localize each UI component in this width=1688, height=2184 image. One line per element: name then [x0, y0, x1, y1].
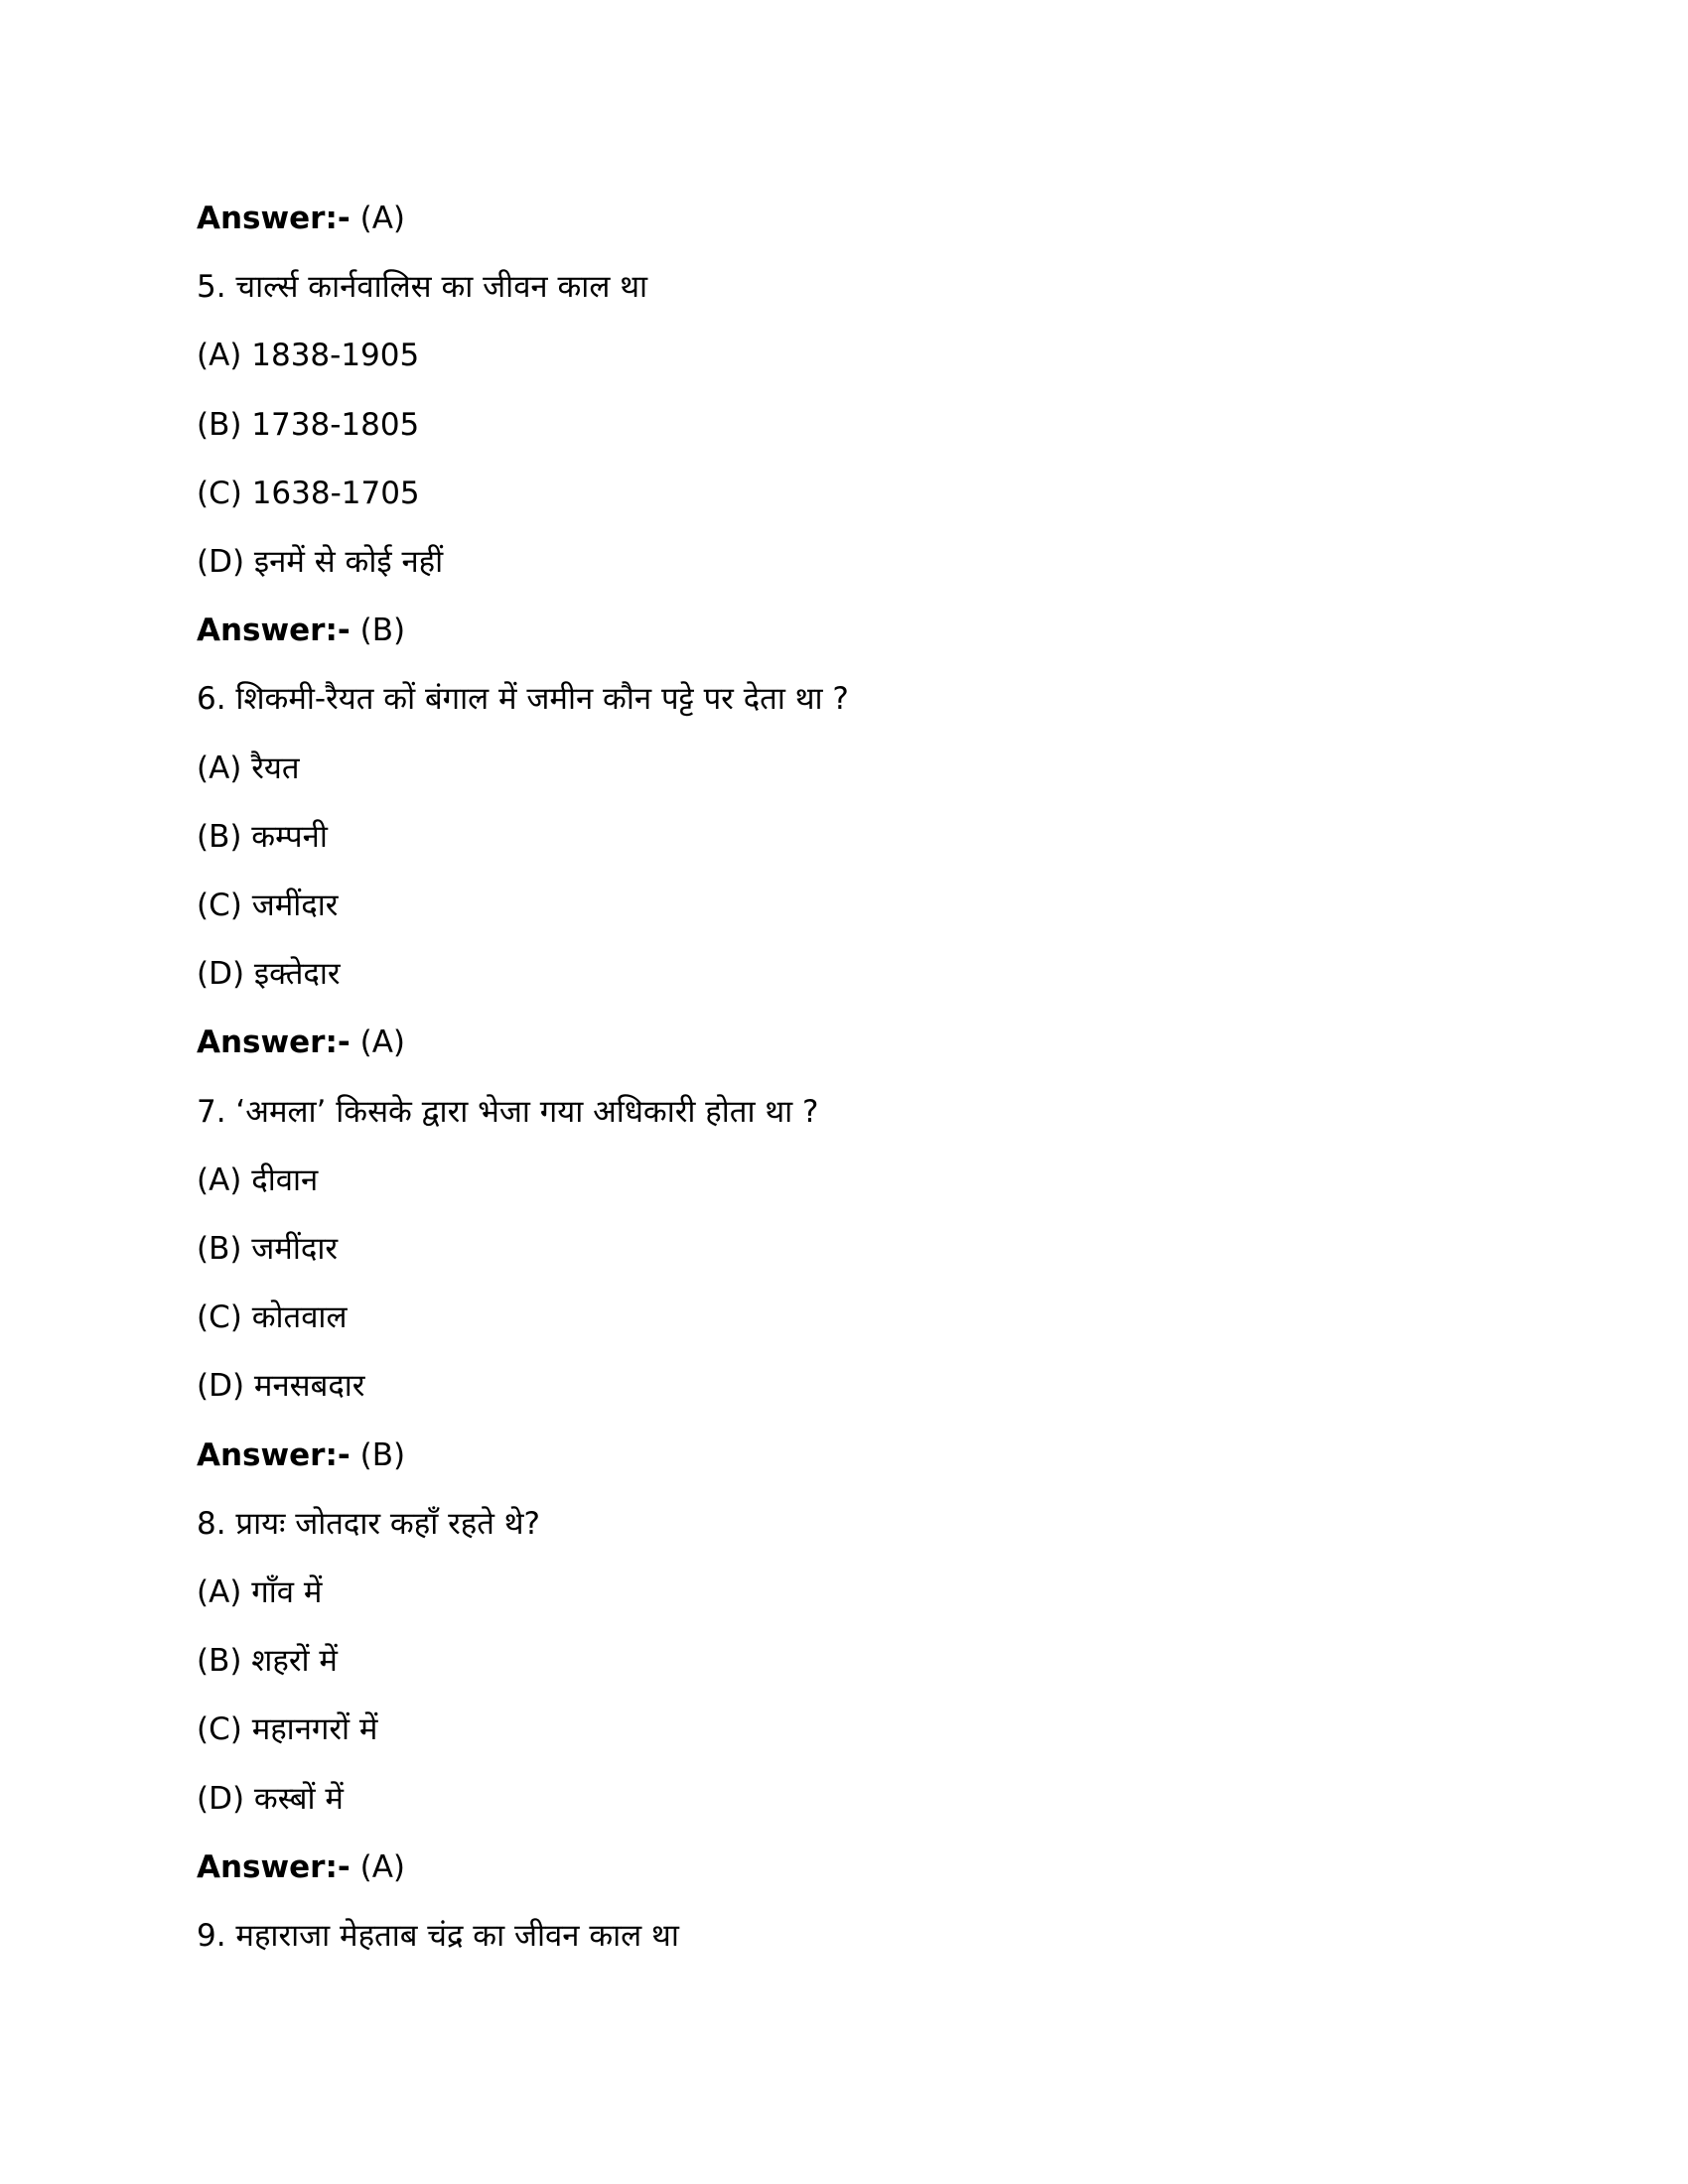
answer-label: Answer:- [197, 1024, 351, 1060]
option-text: (B) शहरों में [197, 1643, 338, 1679]
answer-line [197, 1021, 405, 1064]
question-text: 5. चार्ल्स कार्नवालिस का जीवन काल था [197, 269, 648, 305]
option-text: (A) 1838-1905 [197, 338, 420, 373]
option-text: (D) इनमें से कोई नहीं [197, 544, 444, 580]
answer-label: Answer:- [197, 1849, 351, 1885]
option-text: (C) जमींदार [197, 887, 339, 923]
option-text: (C) 1638-1705 [197, 476, 420, 511]
answer-line [197, 609, 405, 652]
option-text: (A) गाँव में [197, 1574, 323, 1610]
option-text: (D) कस्बों में [197, 1781, 344, 1817]
answer-value: (A) [359, 201, 405, 236]
option-text: (B) कम्पनी [197, 819, 328, 855]
option-text: (C) महानगरों में [197, 1711, 378, 1747]
option-text: (D) मनसबदार [197, 1368, 365, 1404]
answer-value: (B) [359, 1437, 406, 1473]
question-text: 9. महाराजा मेहताब चंद्र का जीवन काल था [197, 1918, 679, 1954]
answer-value: (A) [359, 1849, 405, 1885]
answer-label: Answer:- [197, 1437, 351, 1473]
option-text: (A) रैयत [197, 751, 300, 786]
option-text: (B) 1738-1805 [197, 407, 420, 443]
option-text: (D) इक्तेदार [197, 956, 341, 992]
option-text: (A) दीवान [197, 1162, 319, 1198]
option-text: (C) कोतवाल [197, 1299, 348, 1335]
answer-line [197, 197, 405, 240]
answer-value: (A) [359, 1024, 405, 1060]
answer-line [197, 1433, 405, 1477]
answer-line [197, 1845, 405, 1889]
question-text: 6. शिकमी-रैयत कों बंगाल में जमीन कौन पट्टे पर देता था ? [197, 681, 849, 717]
question-text: 7. ‘अमला’ किसके द्वारा भेजा गया अधिकारी होता था ? [197, 1094, 819, 1130]
option-text: (B) जमींदार [197, 1231, 339, 1267]
question-text: 8. प्रायः जोतदार कहाँ रहते थे? [197, 1506, 540, 1542]
answer-label: Answer:- [197, 201, 351, 236]
answer-value: (B) [359, 613, 406, 648]
answer-label: Answer:- [197, 613, 351, 648]
